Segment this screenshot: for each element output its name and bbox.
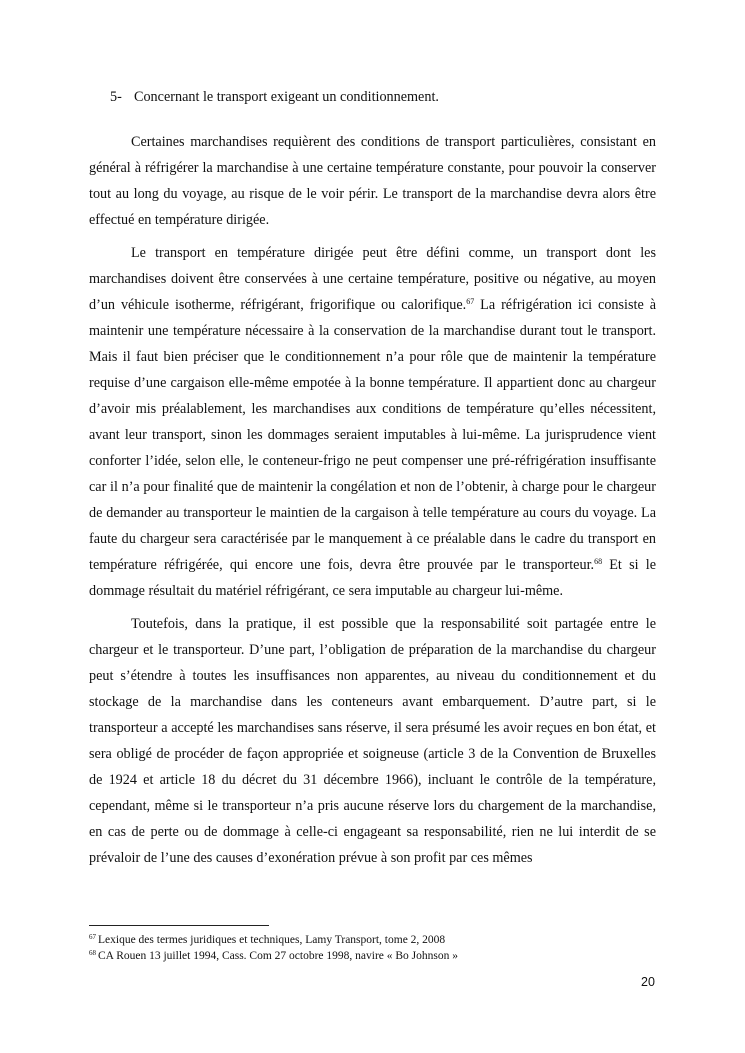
- footnote-text: Lexique des termes juridiques et techniques, Lamy Transport, tome 2, 2008: [98, 934, 446, 946]
- section-heading: [110, 89, 439, 106]
- paragraph-2: [89, 240, 656, 604]
- footnote-ref-68[interactable]: 68: [594, 557, 603, 566]
- section-number: 5-: [110, 89, 122, 105]
- body-text: [89, 129, 656, 878]
- footnote-67: [89, 933, 689, 949]
- footnote-68: [89, 949, 689, 965]
- footnote-separator: [89, 925, 269, 926]
- footnote-text: CA Rouen 13 juillet 1994, Cass. Com 27 octobre 1998, navire « Bo Johnson »: [98, 949, 458, 962]
- footnotes: [89, 933, 689, 964]
- paragraph-2-text-a: Le transport en température dirigée peut être défini comme, un transport dont les marchandises doivent être conservées à une certaine température, positive ou négative, au moyen d’un véhicule isotherme, réfrigérant, frigorifique ou calorifique.: [89, 245, 656, 313]
- paragraph-3: Toutefois, dans la pratique, il est possible que la responsabilité soit partagée entre le chargeur et le transporteur. D’une part, l’obligation de préparation de la marchandise du chargeur peut s’étendre à toutes les insuffisances non apparentes, au niveau du conditionnement et du stockage de la marchandise dans les conteneurs avant embarquement. D’autre part, si le transporteur a accepté les marchandises sans réserve, il sera présumé les avoir reçues en bon état, et sera obligé de procéder de façon appropriée et soigneuse (article 3 de la Convention de Bruxelles de 1924 et article 18 du décret du 31 décembre 1966), incluant le contrôle de la température, cependant, même si le transporteur n’a pris aucune réserve lors du chargement de la marchandise, en cas de perte ou de dommage à celle-ci engageant sa responsabilité, rien ne lui interdit de se prévaloir de l’une des causes d’exonération prévue à son profit par ces mêmes: [89, 616, 656, 866]
- footnote-ref-67[interactable]: 67: [466, 297, 475, 306]
- section-title: Concernant le transport exigeant un conditionnement.: [134, 89, 439, 105]
- paragraph-2-text-b: La réfrigération ici consiste à maintenir une température nécessaire à la conservation de la marchandise durant tout le transport. Mais il faut bien préciser que le conditionnement n’a pour rôle que de maintenir la température requise d’une cargaison elle-même empotée à la bonne température. Il appartient donc au chargeur d’avoir mis préalablement, les marchandises aux conditions de température qu’elles nécessitent, avant leur transport, sinon les dommages seraient imputables à lui-même. La jurisprudence vient conforter l’idée, selon elle, le conteneur-frigo ne peut compenser une pré-réfrigération insuffisante car il n’a pour finalité que de maintenir la congélation et non de l’obtenir, à charge pour le chargeur de demander au transporteur le maintien de la cargaison à telle température au cours du voyage. La faute du chargeur sera caractérisée par le manquement à ce préalable dans le cadre du transport en température réfrigérée, qui encore une fois, devra être prouvée par le transporteur.: [89, 297, 656, 573]
- footnote-number: 68: [89, 948, 96, 957]
- paragraph-1: Certaines marchandises requièrent des conditions de transport particulières, consistant en général à réfrigérer la marchandise à une certaine température constante, pour pouvoir la conserver tout au long du voyage, au risque de le voir périr. Le transport de la marchandise devra alors être effectué en température dirigée.: [89, 134, 656, 228]
- footnote-number: 67: [89, 933, 96, 941]
- page-number: 20: [641, 975, 655, 989]
- paragraph-2-text-c: Et si le dommage résultait du matériel réfrigérant, ce sera imputable au chargeur lui-même.: [89, 557, 656, 599]
